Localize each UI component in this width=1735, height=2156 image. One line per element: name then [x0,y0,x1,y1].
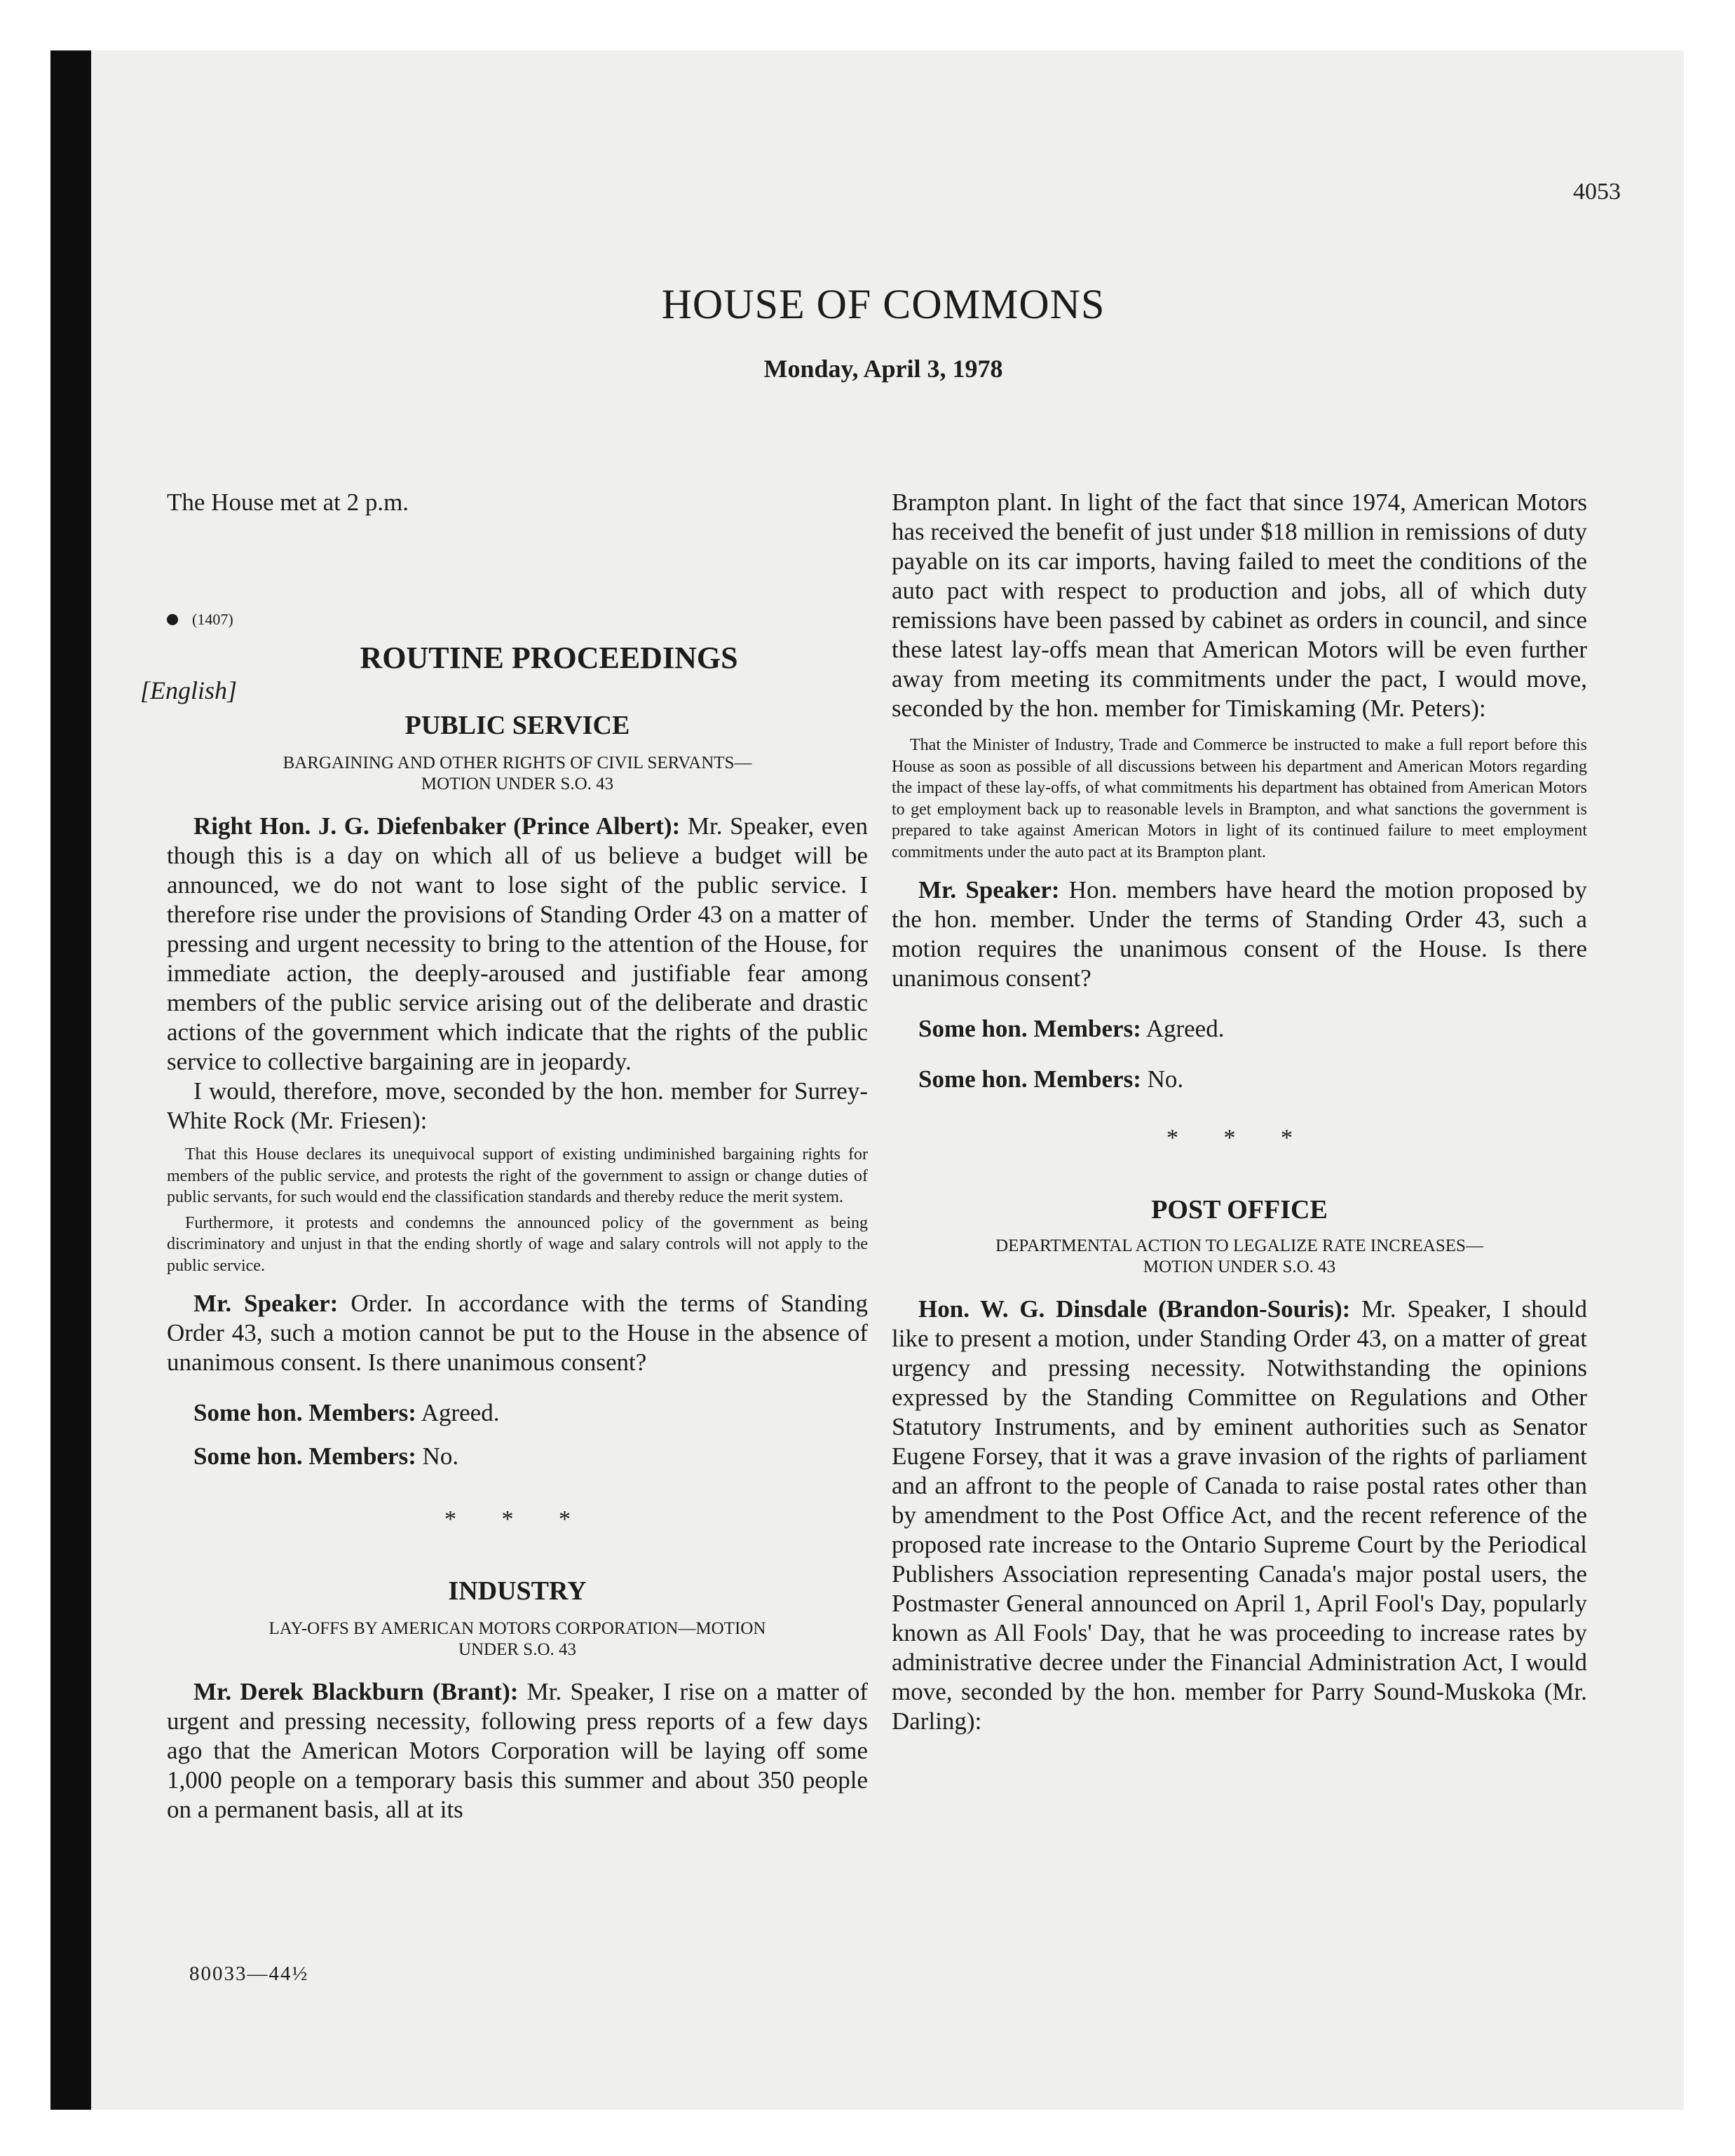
page-number: 4053 [1573,179,1621,205]
speaker-name: Mr. Speaker: [918,876,1060,903]
speech-text: Hon. members have heard the motion proposed by the hon. member. Under the terms of Standing Order 43, such a motion requires the unanimous consent of the House. Is there unanimous consent? [892,876,1587,992]
sitting-date: Monday, April 3, 1978 [763,355,1003,383]
speech-blackburn [167,1677,868,1824]
motion-text: That the Minister of Industry, Trade and Commerce be instructed to make a full report before this House as soon as possible of all discussions between his department and American Motors regarding the impact of these lay-offs, of what commitments his department has obtained from American Motors to get employment back up to reasonable levels in Brampton, and what sanctions the government is prepared to take against American Motors in light of its continued failure to meet employment commitments under the auto pact at its Brampton plant. [892,736,1587,861]
speech-text: Agreed. [416,1399,500,1426]
members-no [167,1442,868,1471]
subheading-line: MOTION UNDER S.O. 43 [1143,1257,1336,1276]
speaker-name: Mr. Derek Blackburn (Brant): [193,1678,519,1705]
subheading-line: UNDER S.O. 43 [458,1640,577,1659]
subject-subheading [167,1618,868,1660]
motion-text: Furthermore, it protests and condemns the announced policy of the government as being discriminatory and unjust in that the ending shortly of wage and salary controls will not apply to the public service. [167,1213,868,1275]
subject-heading: PUBLIC SERVICE [404,711,630,740]
speaker-name: Right Hon. J. G. Diefenbaker (Prince Albert): [193,812,681,840]
speech-paragraph: I would, therefore, move, seconded by the hon. member for Surrey-White Rock (Mr. Friesen): [167,1077,868,1134]
subheading-line: MOTION UNDER S.O. 43 [421,775,614,793]
subheading-line: LAY-OFFS BY AMERICAN MOTORS CORPORATION—MOTION [268,1619,766,1638]
section-title: ROUTINE PROCEEDINGS [360,641,738,675]
speech-text: No. [416,1442,459,1470]
speech-dinsdale [892,1295,1587,1736]
speaker-name: Some hon. Members: [193,1442,416,1470]
speech-text: Order. In accordance with the terms of Standing Order 43, such a motion cannot be put to the House in the absence of unanimous consent. Is there unanimous consent? [167,1290,868,1376]
subject-heading: POST OFFICE [1151,1195,1328,1224]
speech-diefenbaker [167,812,868,1077]
speech-text: Mr. Speaker, even though this is a day on which all of us believe a budget will be announced, we do not want to lose sight of the public service. I therefore rise under the provisions of Standing Order 43 on a matter of pressing and urgent necessity to bring to the attention of the House, for immediate action, the deeply-aroused and justifiable fear among members of the public service arising out of the deliberate and drastic actions of the government which indicate that the rights of the public service to collective bargaining are in jeopardy. [167,812,868,1075]
speech-text: Mr. Speaker, I rise on a matter of urgent and pressing necessity, following press reports of a few days ago that the American Motors Corporation will be laying off some 1,000 people on a temporary basis this summer and about 350 people on a permanent basis, all at its [167,1678,868,1823]
speaker-name: Hon. W. G. Dinsdale (Brandon-Souris): [918,1295,1351,1323]
subheading-line: DEPARTMENTAL ACTION TO LEGALIZE RATE INCREASES— [995,1236,1483,1255]
subject-subheading [167,753,868,795]
subject-subheading [892,1236,1587,1278]
right-column [892,488,1587,1736]
speaker-name: Some hon. Members: [918,1015,1141,1042]
speaker-name: Mr. Speaker: [193,1290,339,1317]
members-agreed [892,1014,1587,1044]
house-met-line: The House met at 2 p.m. [167,489,409,516]
page-title: HOUSE OF COMMONS [661,281,1105,327]
subject-heading: INDUSTRY [448,1576,587,1606]
section-divider: * * * [1166,1125,1312,1151]
speech-text: Mr. Speaker, I should like to present a motion, under Standing Order 43, on a matter of great urgency and pressing necessity. Notwithstanding the opinions expressed by the Standing Committee on Regulations and Other Statutory Instruments, and by eminent authorities such as Senator Eugene Forsey, that it was a grave invasion of the rights of parliament and an affront to the people of Canada to raise postal rates other than by amendment to the Post Office Act, and the recent reference of the proposed rate increase to the Ontario Supreme Court by the Periodical Publishers Association representing Canada's major postal users, the Postmaster General announced on April 1, April Fool's Day, popularly known as All Fools' Day, that he was proceeding to increase rates by administrative decree under the Financial Administration Act, I would move, seconded by the hon. member for Parry Sound-Muskoka (Mr. Darling): [892,1295,1587,1735]
language-tag: [English] [140,676,238,704]
subheading-line: BARGAINING AND OTHER RIGHTS OF CIVIL SERVANTS— [283,753,752,772]
speech-speaker [167,1289,868,1377]
speech-speaker [892,875,1587,993]
speaker-name: Some hon. Members: [918,1065,1141,1093]
speaker-name: Some hon. Members: [193,1399,416,1426]
section-divider: * * * [444,1506,590,1532]
bullet-icon [167,614,178,625]
printer-code: 80033—44½ [189,1963,309,1985]
members-agreed [167,1398,868,1428]
motion-text: That this House declares its unequivocal support of existing undiminished bargaining rights for members of the public service, and protests the right of the government to assign or change duties of public servants, for such would end the classification standards and thereby reduce the merit system. [167,1145,868,1206]
members-no [892,1065,1587,1094]
time-marker [167,606,868,634]
time-marker-text: (1407) [192,610,233,628]
speech-continuation: Brampton plant. In light of the fact that since 1974, American Motors has received the benefit of just under $18 million in remissions of duty payable on its car imports, having failed to meet the conditions of the auto pact with respect to production and jobs, all of which duty remissions have been passed by cabinet as orders in council, and since these latest lay-offs mean that American Motors will be even further away from meeting its commitments under the pact, I would move, seconded by the hon. member for Timiskaming (Mr. Peters): [892,489,1587,722]
binding-edge [50,50,91,2110]
speech-text: No. [1141,1065,1184,1093]
speech-text: Agreed. [1141,1015,1225,1042]
section-header-row [140,641,868,705]
left-column [140,488,868,1824]
